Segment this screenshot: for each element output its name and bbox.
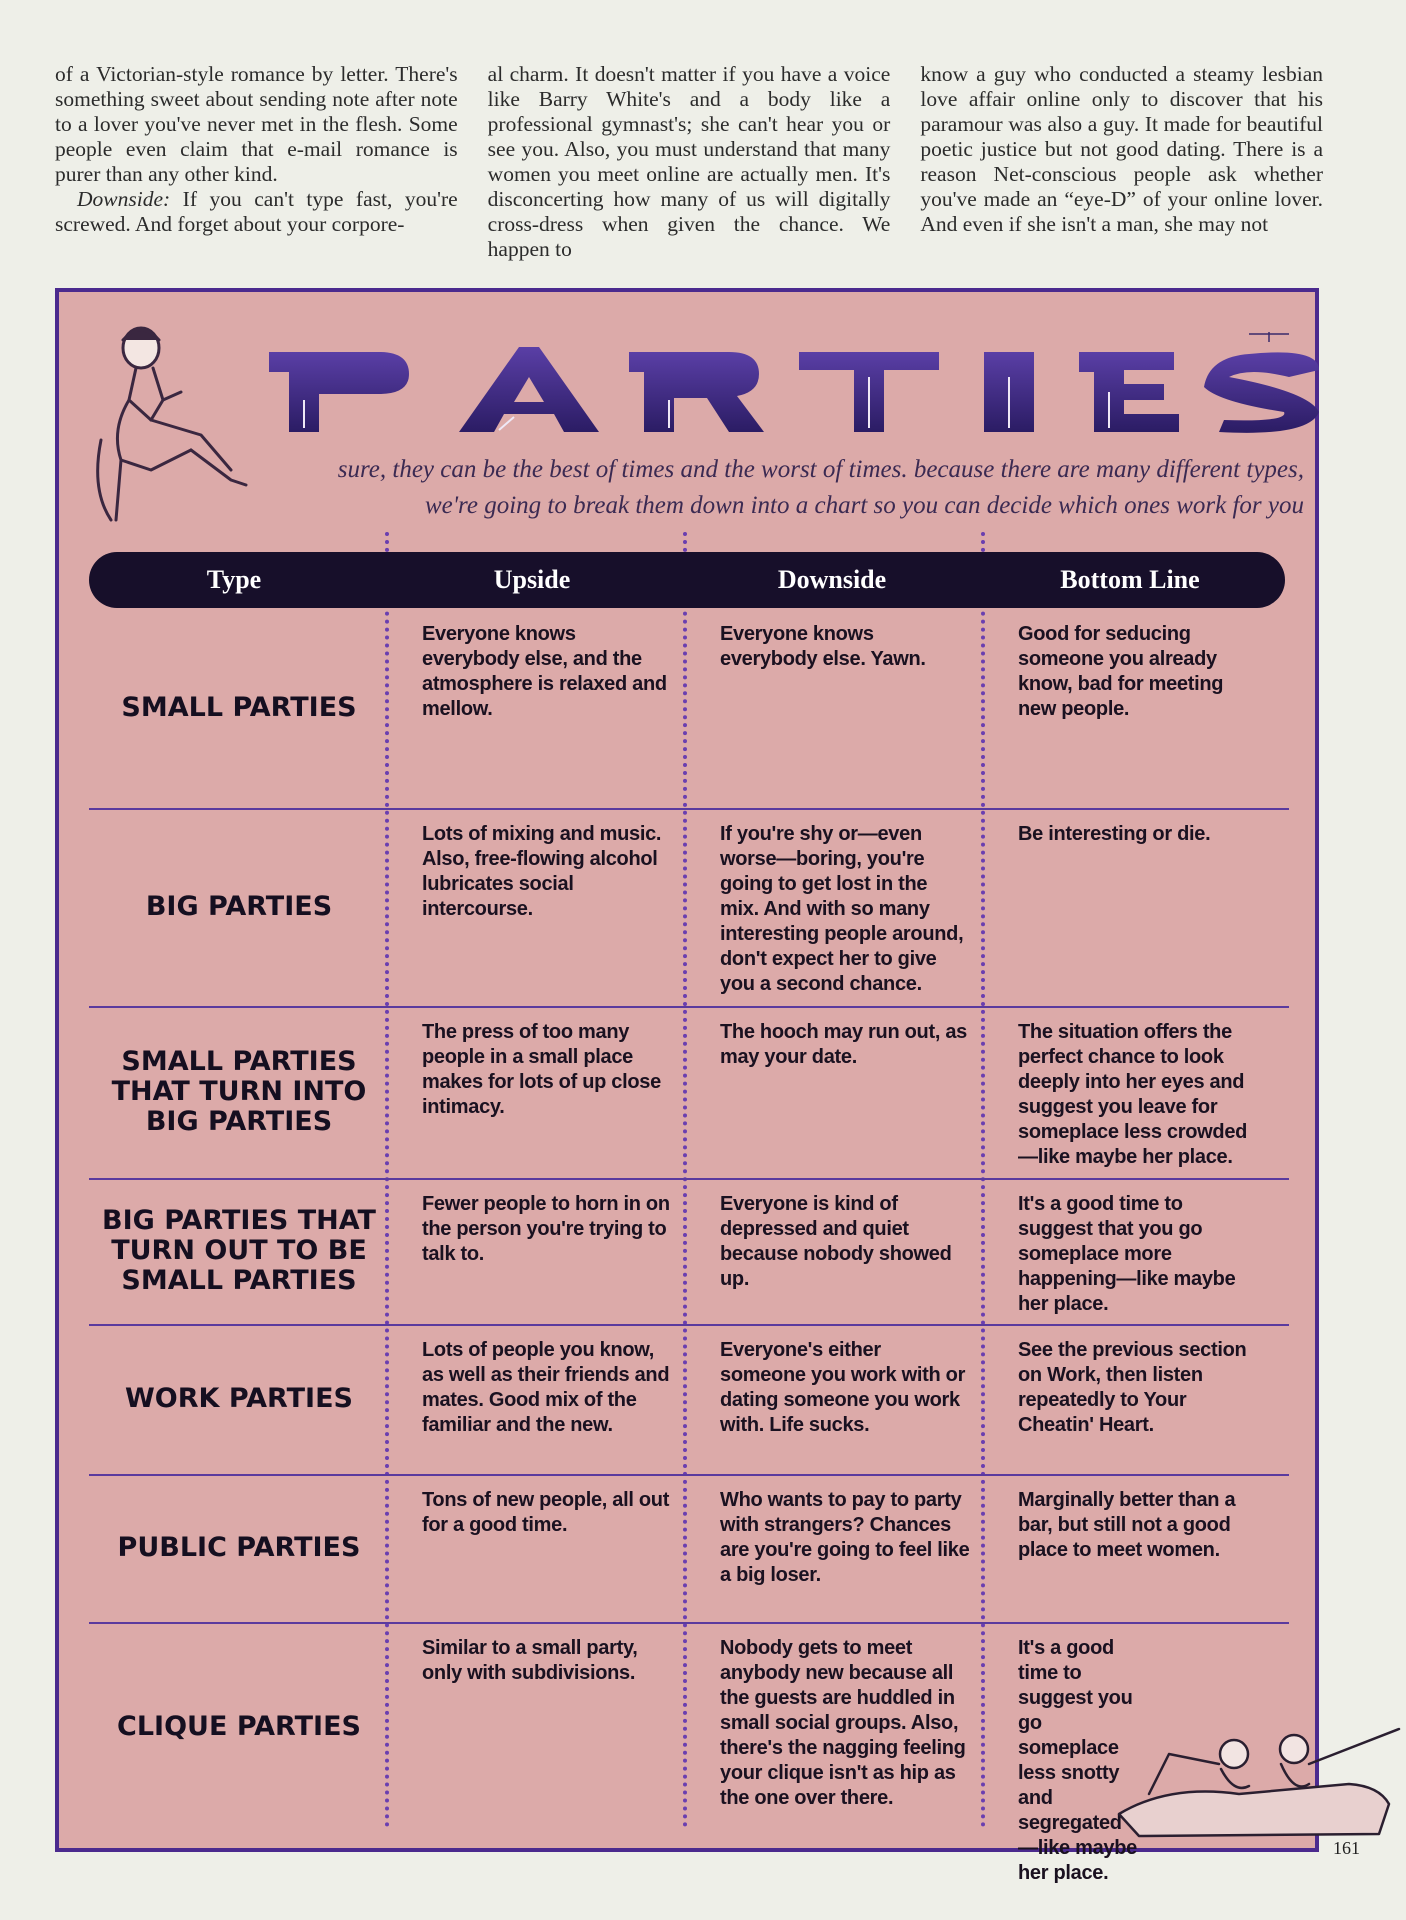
intro-column-1 — [55, 62, 458, 272]
row-upside: The press of too many people in a small place makes for lots of up close intimacy. — [422, 1021, 661, 1118]
row-bottom-line: Good for seducing someone you already know, bad for meeting new people. — [1018, 623, 1224, 720]
intro-paragraph: know a guy who conducted a steamy lesbian love affair online only to discover that his paramour was also a guy. It made for beautiful poetic justice but not good dating. There is a reason Net-conscious people ask whether you've made an “eye-D” of your online lover. And even if she isn't a man, she may not — [920, 62, 1324, 236]
seated-woman-illustration — [81, 320, 267, 530]
header-downside: Downside — [777, 565, 887, 594]
table-row — [89, 808, 1289, 1006]
row-upside: Lots of mixing and music. Also, free-flowing alcohol lubricates social intercourse. — [422, 823, 662, 920]
row-bottom-line: It's a good time to suggest you go someplace less snotty and segregated—like maybe her place. — [1018, 1637, 1137, 1884]
table-row — [89, 1006, 1289, 1178]
header-upside: Upside — [493, 565, 571, 594]
row-downside: Who wants to pay to party with strangers? Chances are you're going to feel like a big loser. — [720, 1489, 970, 1586]
table-row — [89, 608, 1289, 808]
header-type: Type — [206, 565, 262, 594]
row-downside: If you're shy or—even worse—boring, you're going to get lost in the mix. And with so many interesting people around, don't expect her to give you a second chance. — [720, 823, 964, 995]
downside-label: Downside: — [77, 187, 171, 211]
row-type: CLIQUE PARTIES — [117, 1711, 361, 1742]
intro-column-2 — [488, 62, 891, 272]
table-row — [89, 1324, 1289, 1474]
table-header — [89, 552, 1285, 608]
row-bottom-line: The situation offers the perfect chance to look deeply into her eyes and suggest you leave for someplace less crowded—like maybe her place. — [1018, 1021, 1248, 1168]
chart-subtitle — [274, 452, 1304, 524]
row-type: SMALL PARTIES — [121, 692, 357, 723]
row-bottom-line: Marginally better than a bar, but still not a good place to meet women. — [1018, 1489, 1236, 1561]
row-downside: The hooch may run out, as may your date. — [720, 1021, 967, 1068]
couple-in-car-illustration — [1109, 1724, 1406, 1844]
row-upside: Everyone knows everybody else, and the atmosphere is relaxed and mellow. — [422, 623, 667, 720]
row-type: WORK PARTIES — [125, 1383, 353, 1414]
row-type: SMALL PARTIES THAT TURN INTO BIG PARTIES — [111, 1046, 367, 1137]
row-downside: Nobody gets to meet anybody new because all the guests are huddled in small social groups. Also, there's the nagging feeling your clique isn't as hip as the one over there. — [720, 1637, 966, 1809]
page-number: 161 — [1333, 1838, 1360, 1858]
row-type: BIG PARTIES THAT TURN OUT TO BE SMALL PARTIES — [102, 1205, 376, 1296]
intro-paragraph: al charm. It doesn't matter if you have a voice like Barry White's and a body like a professional gymnast's; she can't hear you or see you. Also, you must understand that many women you meet online are actually men. It's disconcerting how many of us will digitally cross-dress when given the chance. We happen to — [487, 62, 891, 261]
row-upside: Fewer people to horn in on the person you're trying to talk to. — [422, 1193, 670, 1265]
row-bottom-line: Be interesting or die. — [1018, 823, 1211, 845]
row-downside: Everyone's either someone you work with or dating someone you work with. Life sucks. — [720, 1339, 966, 1436]
row-bottom-line: It's a good time to suggest that you go someplace more happening—like maybe her place. — [1018, 1193, 1236, 1315]
parties-chart-panel — [55, 288, 1319, 1884]
row-upside: Lots of people you know, as well as their friends and mates. Good mix of the familiar and the new. — [422, 1339, 670, 1436]
row-type: PUBLIC PARTIES — [117, 1532, 361, 1563]
table-row — [89, 1474, 1289, 1622]
intro-downside — [55, 187, 458, 237]
row-downside: Everyone is kind of depressed and quiet because nobody showed up. — [720, 1193, 952, 1290]
intro-paragraph: of a Victorian-style romance by letter. There's something sweet about sending note after note to a lover you've never met in the flesh. Some people even claim that e-mail romance is purer than any other kind. — [55, 62, 458, 186]
row-bottom-line: See the previous section on Work, then listen repeatedly to Your Cheatin' Heart. — [1018, 1339, 1247, 1436]
intro-column-3 — [920, 62, 1323, 272]
row-downside: Everyone knows everybody else. Yawn. — [720, 623, 926, 670]
downside-text: If you can't type fast, you're screwed. And forget about your corpore- — [55, 187, 458, 236]
header-bottom-line: Bottom Line — [1060, 565, 1200, 594]
table-row — [89, 1178, 1289, 1324]
subtitle-line-1: sure, they can be the best of times and the worst of times. because there are many different types, — [337, 456, 1304, 483]
row-upside: Similar to a small party, only with subdivisions. — [422, 1637, 638, 1684]
row-type: BIG PARTIES — [145, 891, 333, 922]
intro-text — [55, 62, 1323, 272]
subtitle-line-2: we're going to break them down into a chart so you can decide which ones work for you — [424, 492, 1304, 519]
parties-title-graphic — [259, 332, 1349, 442]
row-upside: Tons of new people, all out for a good time. — [422, 1489, 670, 1536]
